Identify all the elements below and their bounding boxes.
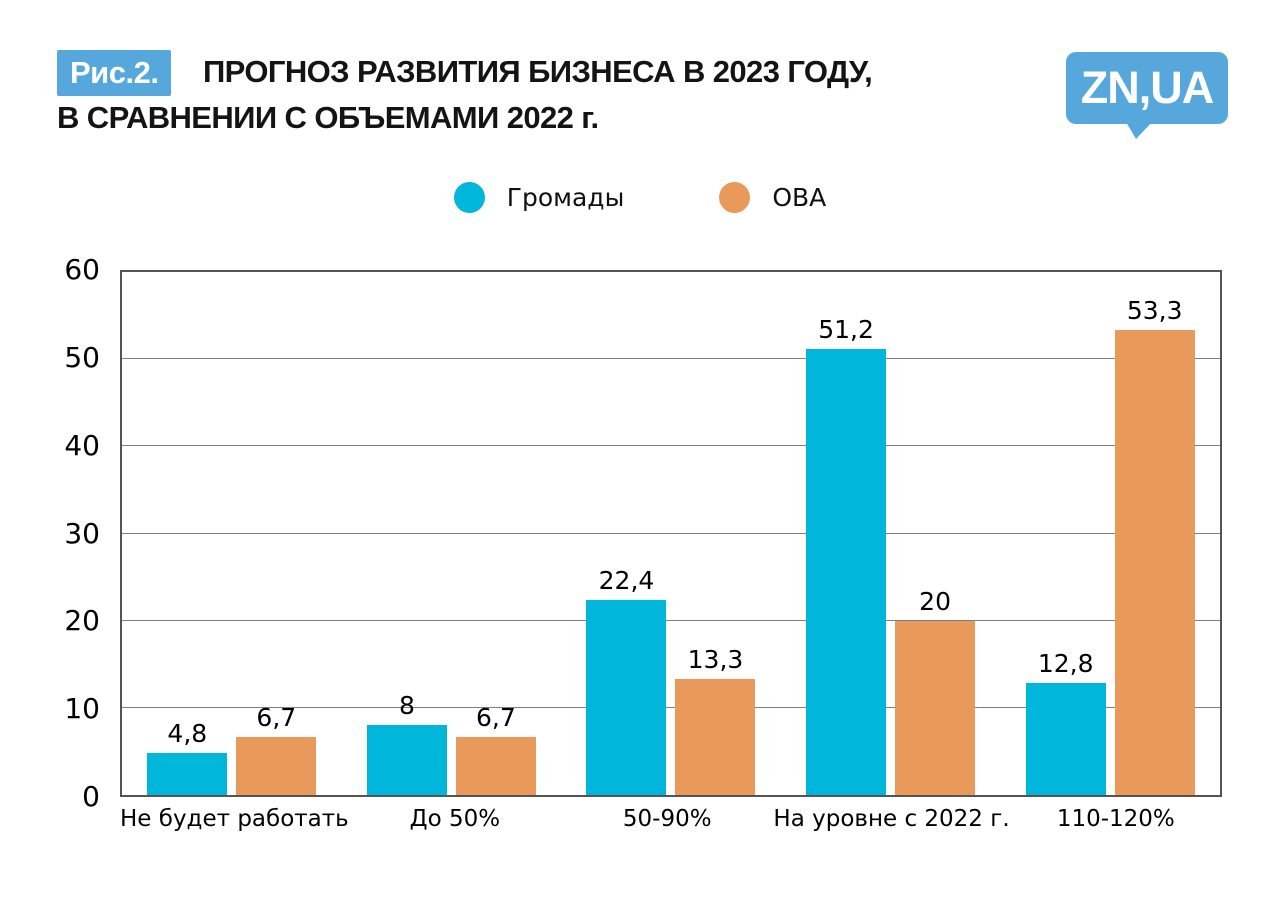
x-tick-label: 110-120% (1056, 806, 1175, 832)
bar-value-label: 53,3 (1126, 296, 1183, 326)
bar-group (1000, 272, 1220, 795)
bar-group (342, 272, 562, 795)
x-tick-label: Не будет работать (120, 806, 349, 832)
y-tick-label: 0 (82, 780, 100, 813)
bar-ОВА (895, 621, 975, 795)
speech-bubble-tail-icon (1126, 122, 1152, 139)
bar-group (561, 272, 781, 795)
y-axis (0, 253, 100, 813)
znua-logo (1066, 52, 1228, 124)
bar-slot (236, 272, 316, 795)
y-tick-label: 60 (64, 253, 100, 286)
legend-label-ova: ОВА (772, 183, 827, 212)
bar-ОВА (1115, 330, 1195, 795)
x-tick-label: На уровне с 2022 г. (773, 806, 1010, 832)
bar-slot (1026, 272, 1106, 795)
bar-Громады (367, 725, 447, 795)
x-axis (120, 806, 1222, 832)
y-tick-label: 30 (64, 516, 100, 550)
bar-slot (1115, 272, 1195, 795)
bar-value-label: 20 (919, 586, 951, 616)
legend-item-ova (719, 182, 826, 213)
chart-title-line2: В СРАВНЕНИИ С ОБЪЕМАМИ 2022 г. (57, 100, 599, 135)
znua-logo-text: ZN,UA (1080, 62, 1214, 113)
y-tick-label: 40 (64, 428, 100, 462)
bar-value-label: 13,3 (687, 645, 744, 675)
bar-Громады (586, 600, 666, 795)
figure-number-badge: Рис.2. (57, 50, 171, 96)
legend-dot-ova (719, 182, 750, 213)
bar-slot (147, 272, 227, 795)
bar-Громады (147, 753, 227, 795)
bar-value-label: 51,2 (818, 314, 874, 344)
legend-label-gromady: Громады (506, 183, 625, 212)
bar-ОВА (456, 737, 536, 795)
bar-value-label: 12,8 (1037, 649, 1094, 679)
y-tick-label: 20 (64, 604, 100, 638)
bar-groups (122, 272, 1220, 795)
bar-value-label: 22,4 (598, 565, 655, 595)
bar-group (781, 272, 1001, 795)
bar-Громады (806, 349, 886, 795)
bar-slot (895, 272, 975, 795)
plot-area (120, 270, 1222, 797)
bar-slot (675, 272, 755, 795)
bar-Громады (1026, 683, 1106, 795)
chart-title-line1: ПРОГНОЗ РАЗВИТИЯ БИЗНЕСА В 2023 ГОДУ, (203, 54, 873, 89)
bar-group (122, 272, 342, 795)
bar-value-label: 8 (398, 691, 415, 721)
y-tick-label: 50 (64, 340, 100, 374)
bar-slot (806, 272, 886, 795)
bar-value-label: 6,7 (476, 702, 516, 732)
y-tick-label: 10 (64, 692, 100, 726)
bar-value-label: 4,8 (167, 719, 208, 749)
legend-item-gromady (454, 182, 625, 213)
bar-slot (367, 272, 447, 795)
x-tick-label: 50-90% (622, 806, 712, 832)
bar-slot (456, 272, 536, 795)
legend-dot-gromady (454, 182, 485, 213)
bar-slot (586, 272, 666, 795)
bar-ОВА (236, 737, 316, 795)
bar-ОВА (675, 679, 755, 795)
x-tick-label: До 50% (409, 806, 501, 832)
bar-value-label: 6,7 (256, 702, 297, 732)
legend (0, 182, 1280, 213)
